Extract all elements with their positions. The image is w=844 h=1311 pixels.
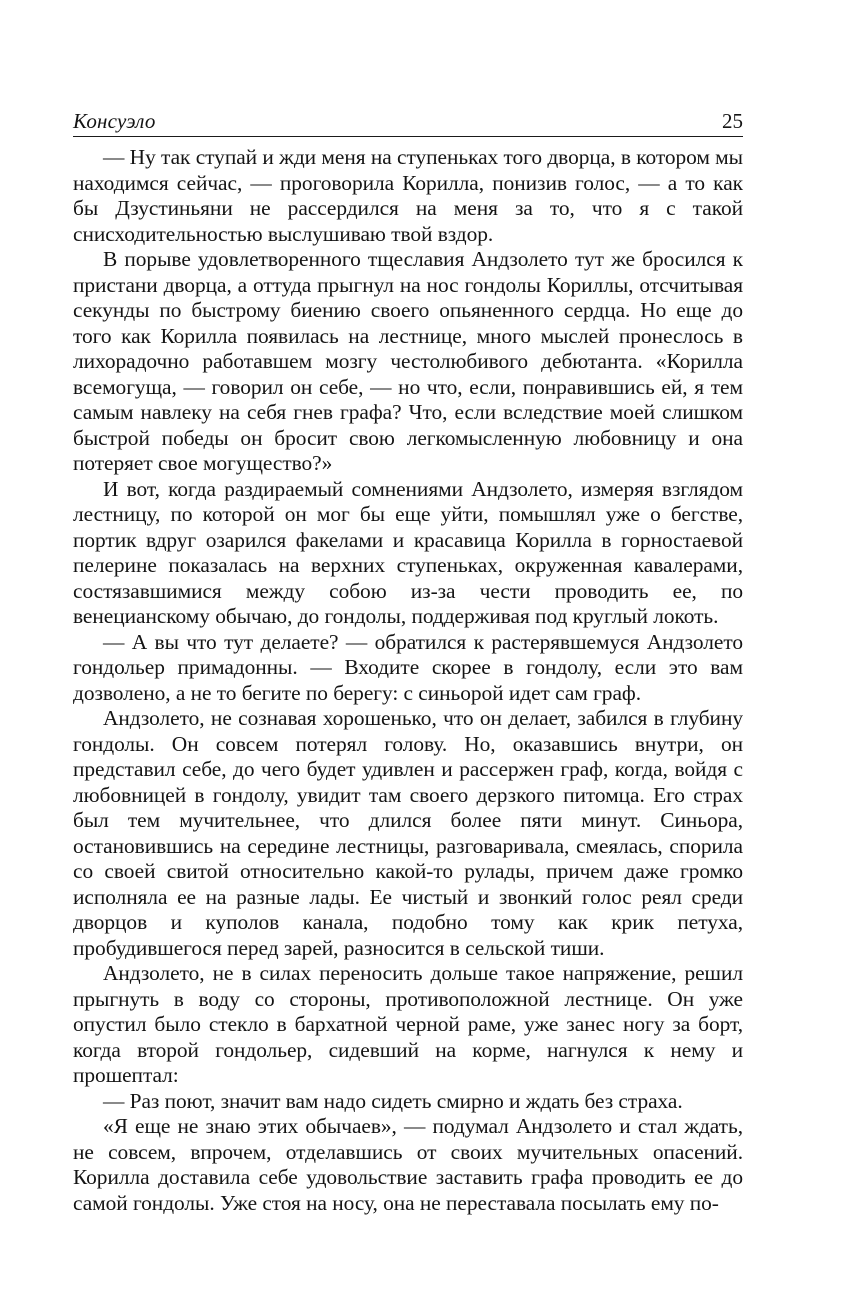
paragraph-2: В порыве удовлетворенного тщеславия Андзолето тут же бросился к пристани дворца, а оттуда прыгнул на нос гондолы Кориллы, отсчитывая секунды по быстрому биению своего опьяненного сердца. Но еще до того как Корилла появилась на лестнице, много мыслей пронеслось в лихорадочно работавшем мозгу честолюбивого дебютанта. «Корилла всемогуща, — говорил он себе, — но что, если, понравившись ей, я тем самым навлеку на себя гнев графа? Что, если вследствие моей слишком быстрой победы он бросит свою легкомысленную любовницу и она потеряет свое могущество?»: [73, 247, 743, 475]
paragraph-7: — Раз поют, значит вам надо сидеть смирно и ждать без страха.: [103, 1088, 683, 1113]
paragraph-5: Андзолето, не сознавая хорошенько, что он делает, забился в глубину гондолы. Он совсем потерял голову. Но, оказавшись внутри, он представил себе, до чего будет удивлен и рассержен граф, когда, войдя с любовницей в гондолу, увидит там своего дерзкого питомца. Его страх был тем мучительнее, что длился более пяти минут. Синьора, остановившись на середине лестницы, разговаривала, смеялась, спорила со своей свитой относительно какой-то рулады, причем даже громко исполняла ее на разные лады. Ее чистый и звонкий голос реял среди дворцов и куполов канала, подобно тому как крик петуха, пробудившегося перед зарей, разносится в сельской тиши.: [73, 706, 743, 960]
paragraph-6: Андзолето, не в силах переносить дольше такое напряжение, решил прыгнуть в воду со стороны, противоположной лестнице. Он уже опустил было стекло в бархатной черной раме, уже занес ногу за борт, когда второй гондольер, сидевший на корме, нагнулся к нему и прошептал:: [73, 961, 743, 1087]
paragraph-8: «Я еще не знаю этих обычаев», — подумал Андзолето и стал ждать, не совсем, впрочем, отделавшись от своих мучительных опасений. Корилла доставила себе удовольствие заставить графа проводить ее до самой гондолы. Уже стоя на носу, она не переставала посылать ему по-: [73, 1114, 743, 1215]
page-number: 25: [722, 109, 743, 133]
running-header: [73, 108, 743, 137]
paragraph-1: — Ну так ступай и жди меня на ступеньках того дворца, в котором мы находимся сейчас, — проговорила Корилла, понизив голос, — а то как бы Дзустиньяни не рассердился на меня за то, что я с такой снисходительностью выслушиваю твой вздор.: [73, 145, 743, 246]
paragraph-3: И вот, когда раздираемый сомнениями Андзолето, измеряя взглядом лестницу, по которой он мог бы еще уйти, помышлял уже о бегстве, портик вдруг озарился факелами и красавица Корилла в горностаевой пелерине показалась на верхних ступеньках, окруженная кавалерами, состязавшимися между собою из-за чести проводить ее, по венецианскому обычаю, до гондолы, поддерживая под круглый локоть.: [73, 476, 743, 628]
body-text: [73, 145, 743, 1216]
book-page: [73, 108, 743, 1216]
paragraph-4: — А вы что тут делаете? — обратился к растерявшемуся Андзолето гондольер примадонны. — Входите скорее в гондолу, если это вам дозволено, а не то бегите по берегу: с синьорой идет сам граф.: [73, 629, 743, 705]
book-title: Консуэло: [73, 109, 156, 133]
